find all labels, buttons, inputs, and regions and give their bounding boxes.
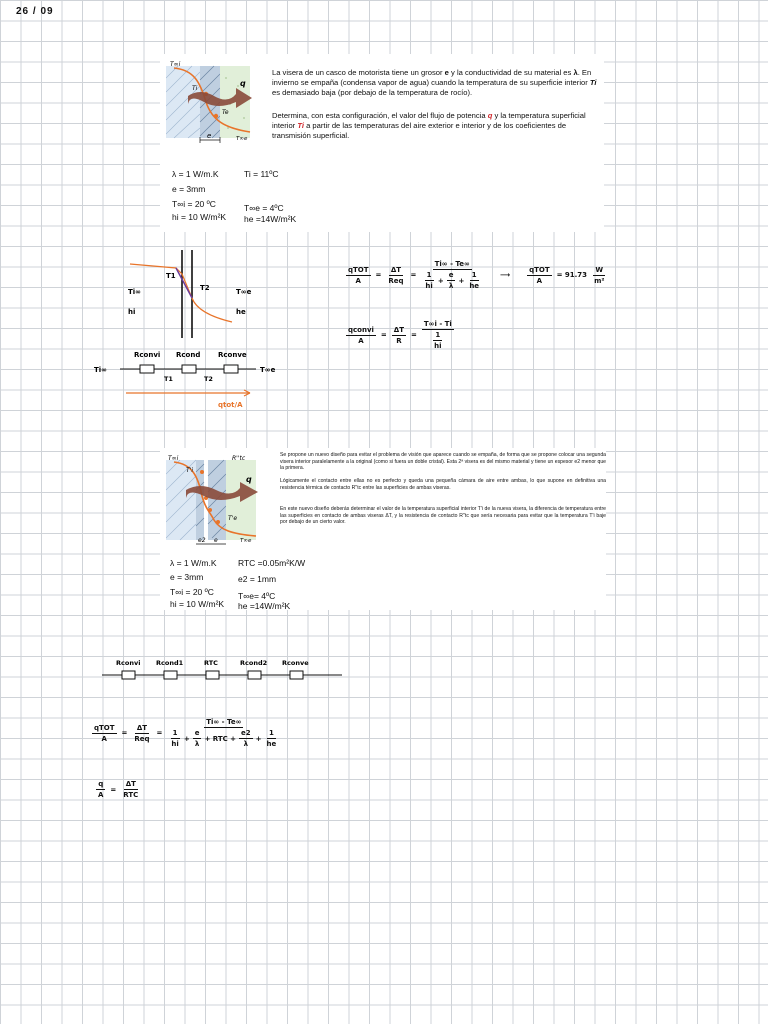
sketch-hi: hi	[128, 308, 136, 316]
resistance-circuit-2	[98, 655, 348, 685]
resistor2-rtc	[206, 671, 219, 679]
p2-value-he: he =14W/m²K	[238, 601, 291, 611]
circuit1-label-left: Ti∞	[94, 366, 108, 374]
circuit2-label-r2: Rcond1	[156, 659, 184, 667]
diag2-label-tinfe: T∞e	[240, 538, 252, 544]
diag1-label-tinfi: T∞i	[170, 61, 181, 68]
wall-sketch	[120, 250, 270, 340]
resistor-rcond	[182, 365, 196, 373]
resistor2-rcond1	[164, 671, 177, 679]
p2-value-hi: hi = 10 W/m²K	[170, 599, 225, 609]
sketch-t1: T1	[166, 272, 176, 280]
sketch-t2: T2	[200, 284, 210, 292]
diag2-label-e2: e2	[198, 537, 206, 544]
p1-value-tinfi: T∞i = 20 ºC	[172, 199, 216, 209]
p2-value-tinfi: T∞i = 20 ºC	[170, 587, 214, 597]
circuit1-label-rconvi: Rconvi	[134, 351, 161, 359]
p1-value-e: e = 3mm	[172, 184, 206, 194]
problem2-paragraph-1: Se propone un nuevo diseño para evitar el problema de visión que aparece cuando se empaña, de forma que se propone colocar una segunda visera interior paralelamente a la original (como si fuera un doble cristal). Esta 2ª visera es del mismo material y tiene un espesor e2 menor que la primera.	[280, 452, 606, 472]
circuit2-label-r1: Rconvi	[116, 659, 141, 667]
circuit1-label-t1: T1	[164, 375, 173, 383]
diag1-label-q: q	[240, 79, 246, 88]
diag1-label-tinfe: T∞e	[236, 136, 248, 142]
equation-qtot-2: $\frac{\text{qTOT}}{A}$ = $\frac{\Delta T}{\text{Req}}$ = Ti∞ - Te∞ $\frac{1}{hi}$ + $\frac{e}{\lambda}$ + RTC + $\frac{e2}{\lambda}$ + $\frac{1}{he}$	[94, 718, 277, 748]
p2-value-rtc: RTC =0.05m²K/W	[238, 558, 306, 568]
p2-value-e: e = 3mm	[170, 572, 204, 582]
circuit1-label-rconve: Rconve	[218, 351, 247, 359]
p1-value-he: he =14W/m²K	[244, 214, 297, 224]
diag2-label-rtc: R''tc	[232, 455, 246, 462]
p1-value-tinfe: T∞e = 4ºC	[244, 203, 284, 213]
resistor2-rcond2	[248, 671, 261, 679]
sketch-tinf-i: Ti∞	[128, 288, 142, 296]
sketch-he: he	[236, 308, 246, 316]
diag2-label-te: T'e	[228, 515, 238, 522]
p2-value-lambda: λ = 1 W/m.K	[170, 558, 217, 568]
resistor2-rconve	[290, 671, 303, 679]
problem1-wall-diagram	[166, 58, 256, 148]
problem2-card	[160, 448, 606, 610]
resistor2-rconvi	[122, 671, 135, 679]
p1-value-ti: Ti = 11ºC	[244, 169, 279, 179]
p1-value-lambda: λ = 1 W/m.K	[172, 169, 219, 179]
circuit1-label-t2: T2	[204, 375, 213, 383]
circuit1-label-rcond: Rcond	[176, 351, 201, 359]
problem1-paragraph-2: Determina, con esta configuración, el valor del flujo de potencia q y la temperatura superficial interior Ti a partir de las temperaturas del aire exterior e interior y de los coeficientes de transmisión superficial.	[272, 111, 586, 140]
problem1-card	[160, 54, 604, 232]
diag1-label-ti: Ti	[192, 85, 198, 92]
diag2-label-q: q	[246, 475, 252, 484]
p2-value-e2: e2 = 1mm	[238, 574, 277, 584]
circuit2-label-r4: Rcond2	[240, 659, 268, 667]
sketch-tinf-e: T∞e	[236, 288, 252, 296]
equation-qtot-1: $\frac{\text{qTOT}}{A}$ = $\frac{\Delta T}{\text{Req}}$ = Ti∞ - Te∞ $\frac{1}{hi}$ + $\frac{e}{\lambda}$ + $\frac{1}{he}$ ⟶ $\frac{\text{qTOT}}{A}$ = 91.73 $\frac{W}{\text{m²}}$	[348, 260, 605, 290]
resistance-circuit-1	[90, 345, 300, 417]
resistor-rconvi	[140, 365, 154, 373]
problem2-wall-diagram	[166, 450, 262, 550]
problem2-paragraph-3: En este nuevo diseño deberás determinar el valor de la temperatura superficial interior T'i de la nueva visera, la diferencia de temperatura entre las superficies en contacto de ambas viseras ΔT, y la resistencia de contacto R''tc que sería necesaria para evitar que la temperatura T'i baje por debajo de un cierto valor.	[280, 506, 606, 526]
diag1-label-te: Te	[222, 109, 229, 116]
diag2-label-ti: T'i	[186, 467, 193, 474]
equation-q-over-a: $\frac{q}{A}$ = $\frac{\Delta T}{\text{RTC}}$	[98, 780, 139, 799]
diag2-label-tinfi: T∞i	[168, 455, 179, 462]
problem1-paragraph-1: La visera de un casco de motorista tiene un grosor e y la conductividad de su material es λ. En invierno se empaña (condensa vapor de agua) cuando la temperatura de su superficie interior Ti es demasiado baja (por debajo de la temperatura de rocío).	[272, 68, 597, 97]
diag1-label-e: e	[207, 132, 212, 140]
circuit1-label-flow: qtot/A	[218, 401, 243, 409]
circuit2-label-r3: RTC	[204, 659, 218, 667]
p2-value-tinfe: T∞e= 4ºC	[238, 591, 276, 601]
circuit1-label-right: T∞e	[260, 366, 276, 374]
diag2-label-e: e	[214, 537, 218, 544]
p1-value-hi: hi = 10 W/m²K	[172, 212, 227, 222]
problem2-paragraph-2: Lógicamente el contacto entre ellas no es perfecto y queda una pequeña cámara de aire entre ambas, lo que supone en definitiva una resistencia térmica de contacto R''tc entre las superficies de ambas viseras.	[280, 478, 606, 491]
circuit2-label-r5: Rconve	[282, 659, 309, 667]
resistor-rconve	[224, 365, 238, 373]
equation-qconvi: $\frac{\text{qconvi}}{A}$ = $\frac{\Delta T}{R}$ = $\frac{T\infty i - Ti}{\frac{1}{hi}}$	[348, 320, 452, 350]
page-number: 26 / 09	[16, 6, 54, 17]
